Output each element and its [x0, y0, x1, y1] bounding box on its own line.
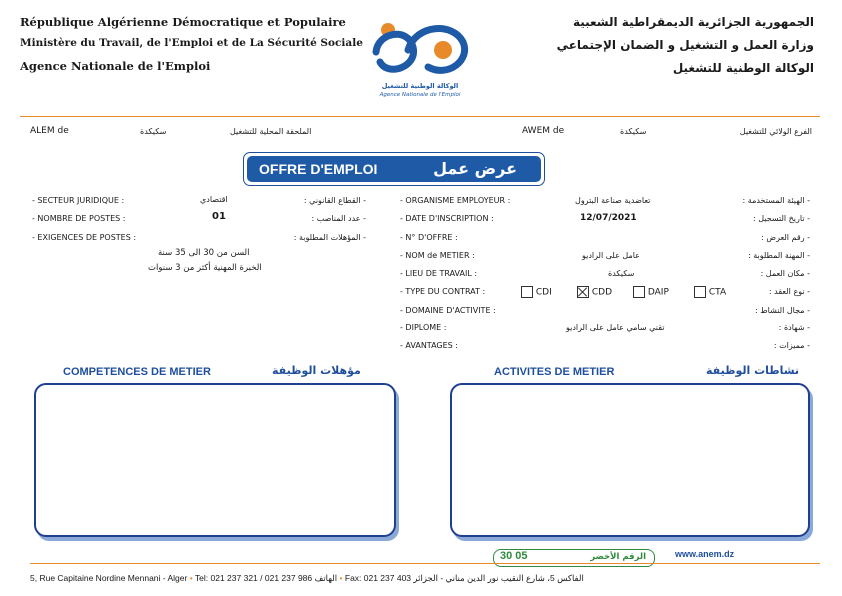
field-contrat-ar: - نوع العقد :	[768, 287, 810, 296]
contract-cta-label: CTA	[708, 287, 727, 298]
footer-divider	[30, 563, 820, 564]
competences-title-fr: COMPETENCES DE METIER	[63, 366, 211, 378]
field-date-fr: - DATE D'INSCRIPTION :	[400, 214, 494, 223]
header-ar-line3: الوكالة الوطنية للتشغيل	[672, 61, 814, 75]
green-number-label: الرقم الأخضر	[590, 552, 646, 562]
awem-value: سكيكدة	[620, 127, 647, 136]
offer-banner-fill	[247, 156, 541, 182]
footer-tel: Tel: 021 237 321 / 021 237 986	[194, 573, 313, 583]
header-fr-line3: Agence Nationale de l'Emploi	[20, 59, 211, 73]
header-ar-line2: وزارة العمل و التشغيل و الضمان الإجتماعي	[556, 38, 814, 52]
banner-title-fr: OFFRE D'EMPLOI	[259, 161, 378, 177]
field-postes-ar: - عدد المناصب :	[311, 214, 366, 223]
footer-phone-ar: الهاتف	[314, 573, 338, 583]
awem-label: AWEM de	[522, 126, 565, 136]
field-avantages-ar: - مميزات :	[773, 341, 810, 350]
activites-title-ar: نشاطات الوظيفة	[706, 364, 800, 377]
logo-caption-ar: الوكالة الوطنية للتشغيل	[381, 82, 459, 90]
field-metier-value: عامل على الراديو	[582, 251, 640, 260]
awem-ar-label: الفرع الولائي للتشغيل	[739, 127, 812, 136]
contract-cdd-checkbox[interactable]	[577, 286, 589, 298]
footer-address-fr: 5, Rue Capitaine Nordine Mennani - Alger	[30, 573, 188, 583]
requirement-experience: الخبرة المهنية أكثر من 3 سنوات	[148, 263, 262, 273]
competences-box[interactable]	[34, 383, 396, 537]
contract-daip[interactable]	[633, 286, 669, 298]
contract-cta[interactable]	[694, 286, 726, 298]
offer-banner	[243, 152, 545, 186]
field-date-ar: - تاريخ التسجيل :	[753, 214, 810, 223]
contract-cdi-label: CDI	[535, 287, 552, 298]
field-diplome-ar: - شهادة :	[778, 323, 810, 332]
alem-value: سكيكدة	[140, 127, 167, 136]
field-exigences-ar: - المؤهلات المطلوبة :	[293, 233, 366, 242]
field-organisme-value: تعاضدية صناعة البترول	[575, 196, 651, 205]
activites-box[interactable]	[450, 383, 810, 537]
contract-cta-checkbox[interactable]	[694, 286, 706, 298]
field-metier-ar: - المهنة المطلوبة :	[747, 251, 810, 260]
contract-daip-checkbox[interactable]	[633, 286, 645, 298]
alem-label: ALEM de	[30, 126, 69, 136]
requirement-age: السن من 30 الى 35 سنة	[158, 248, 250, 258]
green-number-badge	[493, 549, 655, 567]
field-avantages-fr: - AVANTAGES :	[400, 341, 458, 350]
header-divider	[20, 116, 820, 117]
field-secteur-ar: - القطاع القانوني :	[303, 196, 366, 205]
contract-cdi-checkbox[interactable]	[521, 286, 533, 298]
field-domaine-fr: - DOMAINE D'ACTIVITE :	[400, 306, 496, 315]
contract-cdd[interactable]	[577, 286, 612, 298]
field-domaine-ar: - مجال النشاط :	[755, 306, 810, 315]
field-diplome-value: تقني سامي عامل على الراديو	[566, 323, 665, 332]
field-lieu-ar: - مكان العمل :	[760, 269, 810, 278]
competences-title-ar: مؤهلات الوظيفة	[272, 364, 361, 377]
logo-caption-fr: Agence Nationale de l'Emploi	[379, 92, 461, 98]
field-secteur-value: اقتصادي	[200, 195, 228, 204]
field-contrat-fr: - TYPE DU CONTRAT :	[400, 287, 486, 296]
anem-logo-icon	[368, 12, 478, 86]
field-secteur-fr: - SECTEUR JURIDIQUE :	[32, 196, 125, 205]
field-metier-fr: - NOM de METIER :	[400, 251, 475, 260]
header-fr-line1: République Algérienne Démocratique et Populaire	[20, 15, 346, 29]
field-organisme-ar: - الهيئة المستخدمة :	[742, 196, 810, 205]
contract-daip-label: DAIP	[647, 287, 669, 298]
footer-address-ar: 5، شارع النقيب نور الدين مناني - الجزائر	[413, 573, 555, 583]
field-diplome-fr: - DIPLOME :	[400, 323, 447, 332]
header-ar-line1: الجمهورية الجزائرية الديمقراطية الشعبية	[572, 15, 814, 29]
field-offre-fr: - N° D'OFFRE :	[400, 233, 458, 242]
field-organisme-fr: - ORGANISME EMPLOYEUR :	[400, 196, 511, 205]
field-exigences-fr: - EXIGENCES DE POSTES :	[32, 233, 137, 242]
field-lieu-fr: - LIEU DE TRAVAIL :	[400, 269, 478, 278]
alem-ar-label: الملحقة المحلية للتشغيل	[230, 127, 312, 136]
header-fr-line2: Ministère du Travail, de l'Emploi et de La Sécurité Sociale	[20, 37, 363, 49]
footer-bullet-icon: •	[189, 573, 193, 583]
contract-cdd-label: CDD	[591, 287, 613, 298]
footer-contact	[30, 573, 584, 584]
field-postes-fr: - NOMBRE DE POSTES :	[32, 214, 126, 223]
green-number: 30 05	[500, 550, 528, 562]
contract-cdi[interactable]	[521, 286, 552, 298]
banner-title-ar: عرض عمل	[433, 159, 517, 178]
field-postes-value: 01	[212, 211, 226, 222]
footer-fax: Fax: 021 237 403	[344, 573, 412, 583]
field-lieu-value: سكيكدة	[608, 269, 635, 278]
website-link[interactable]: www.anem.dz	[675, 549, 735, 559]
activites-title-fr: ACTIVITES DE METIER	[494, 366, 615, 378]
field-offre-ar: - رقم العرض :	[761, 233, 810, 242]
footer-fax-ar: الفاكس	[557, 573, 584, 583]
field-date-value: 12/07/2021	[580, 213, 637, 223]
footer-bullet-icon-2: •	[339, 573, 343, 583]
anem-logo	[368, 12, 478, 102]
